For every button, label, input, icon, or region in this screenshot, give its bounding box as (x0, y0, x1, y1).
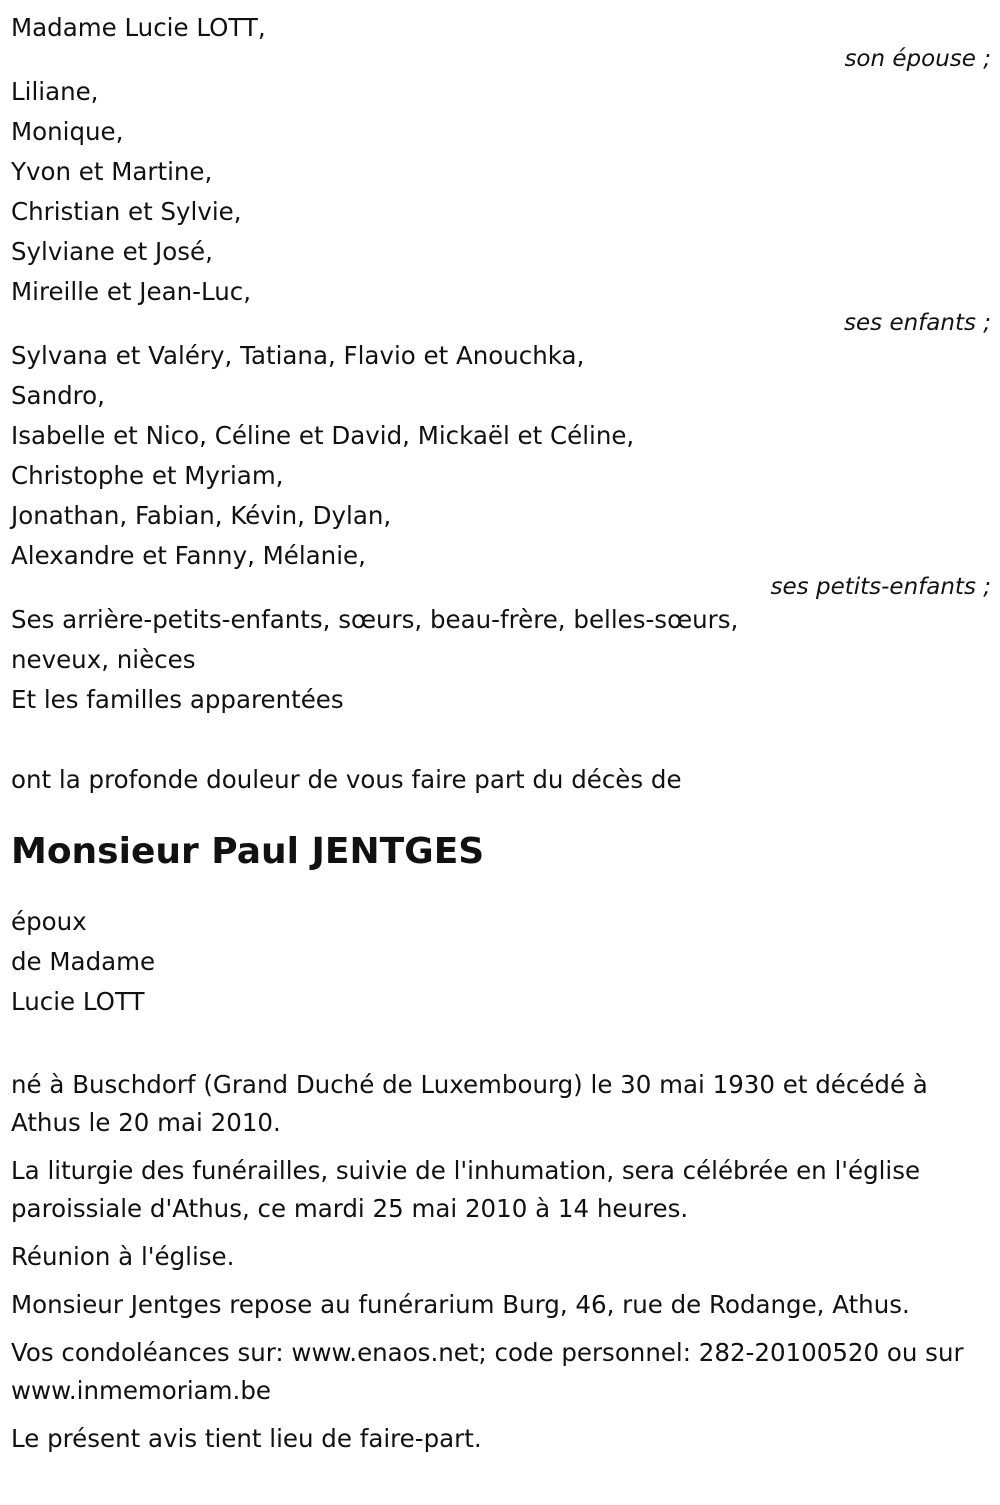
child-name: Liliane, (11, 77, 99, 106)
birth-death-paragraph: né à Buschdorf (Grand Duché de Luxembourg) le 30 mai 1930 et décédé à Athus le 20 mai 2010. (11, 1070, 928, 1137)
grandchild-name: Isabelle et Nico, Céline et David, Mickaël et Céline, (11, 421, 635, 450)
children-role: ses enfants ; (844, 310, 991, 336)
child-name: Mireille et Jean-Luc, (11, 277, 251, 306)
grandchildren-role: ses petits-enfants ; (770, 574, 991, 600)
grandchild-name: Christophe et Myriam, (11, 461, 284, 490)
obituary-notice (11, 8, 991, 1468)
condolences-paragraph: Vos condoléances sur: www.enaos.net; code personnel: 282-20100520 ou sur www.inmemoriam.be (11, 1338, 964, 1405)
relatives-line: Ses arrière-petits-enfants, sœurs, beau-frère, belles-sœurs, (11, 605, 739, 634)
grandchild-name: Sandro, (11, 381, 105, 410)
child-name: Christian et Sylvie, (11, 197, 242, 226)
child-name: Monique, (11, 117, 124, 146)
grandchild-name: Sylvana et Valéry, Tatiana, Flavio et Anouchka, (11, 341, 585, 370)
spouse-of-line: de Madame (11, 947, 156, 976)
spouse-role: son épouse ; (844, 46, 991, 72)
deceased-name: Monsieur Paul JENTGES (11, 831, 485, 872)
spouse-name: Madame Lucie LOTT, (11, 13, 266, 42)
closing-paragraph: Le présent avis tient lieu de faire-part. (11, 1424, 482, 1453)
announcement: ont la profonde douleur de vous faire part du décès de (11, 765, 682, 794)
spouse-of-line: Lucie LOTT (11, 987, 145, 1016)
grandchild-name: Alexandre et Fanny, Mélanie, (11, 541, 366, 570)
relatives-line: neveux, nièces (11, 645, 196, 674)
child-name: Sylviane et José, (11, 237, 213, 266)
spouse-of-line: époux (11, 907, 87, 936)
grandchild-name: Jonathan, Fabian, Kévin, Dylan, (11, 501, 392, 530)
relatives-line: Et les familles apparentées (11, 685, 344, 714)
funerarium-paragraph: Monsieur Jentges repose au funérarium Burg, 46, rue de Rodange, Athus. (11, 1290, 910, 1319)
child-name: Yvon et Martine, (11, 157, 213, 186)
funeral-paragraph: La liturgie des funérailles, suivie de l'inhumation, sera célébrée en l'église paroissiale d'Athus, ce mardi 25 mai 2010 à 14 heures. (11, 1156, 921, 1223)
meeting-paragraph: Réunion à l'église. (11, 1242, 235, 1271)
